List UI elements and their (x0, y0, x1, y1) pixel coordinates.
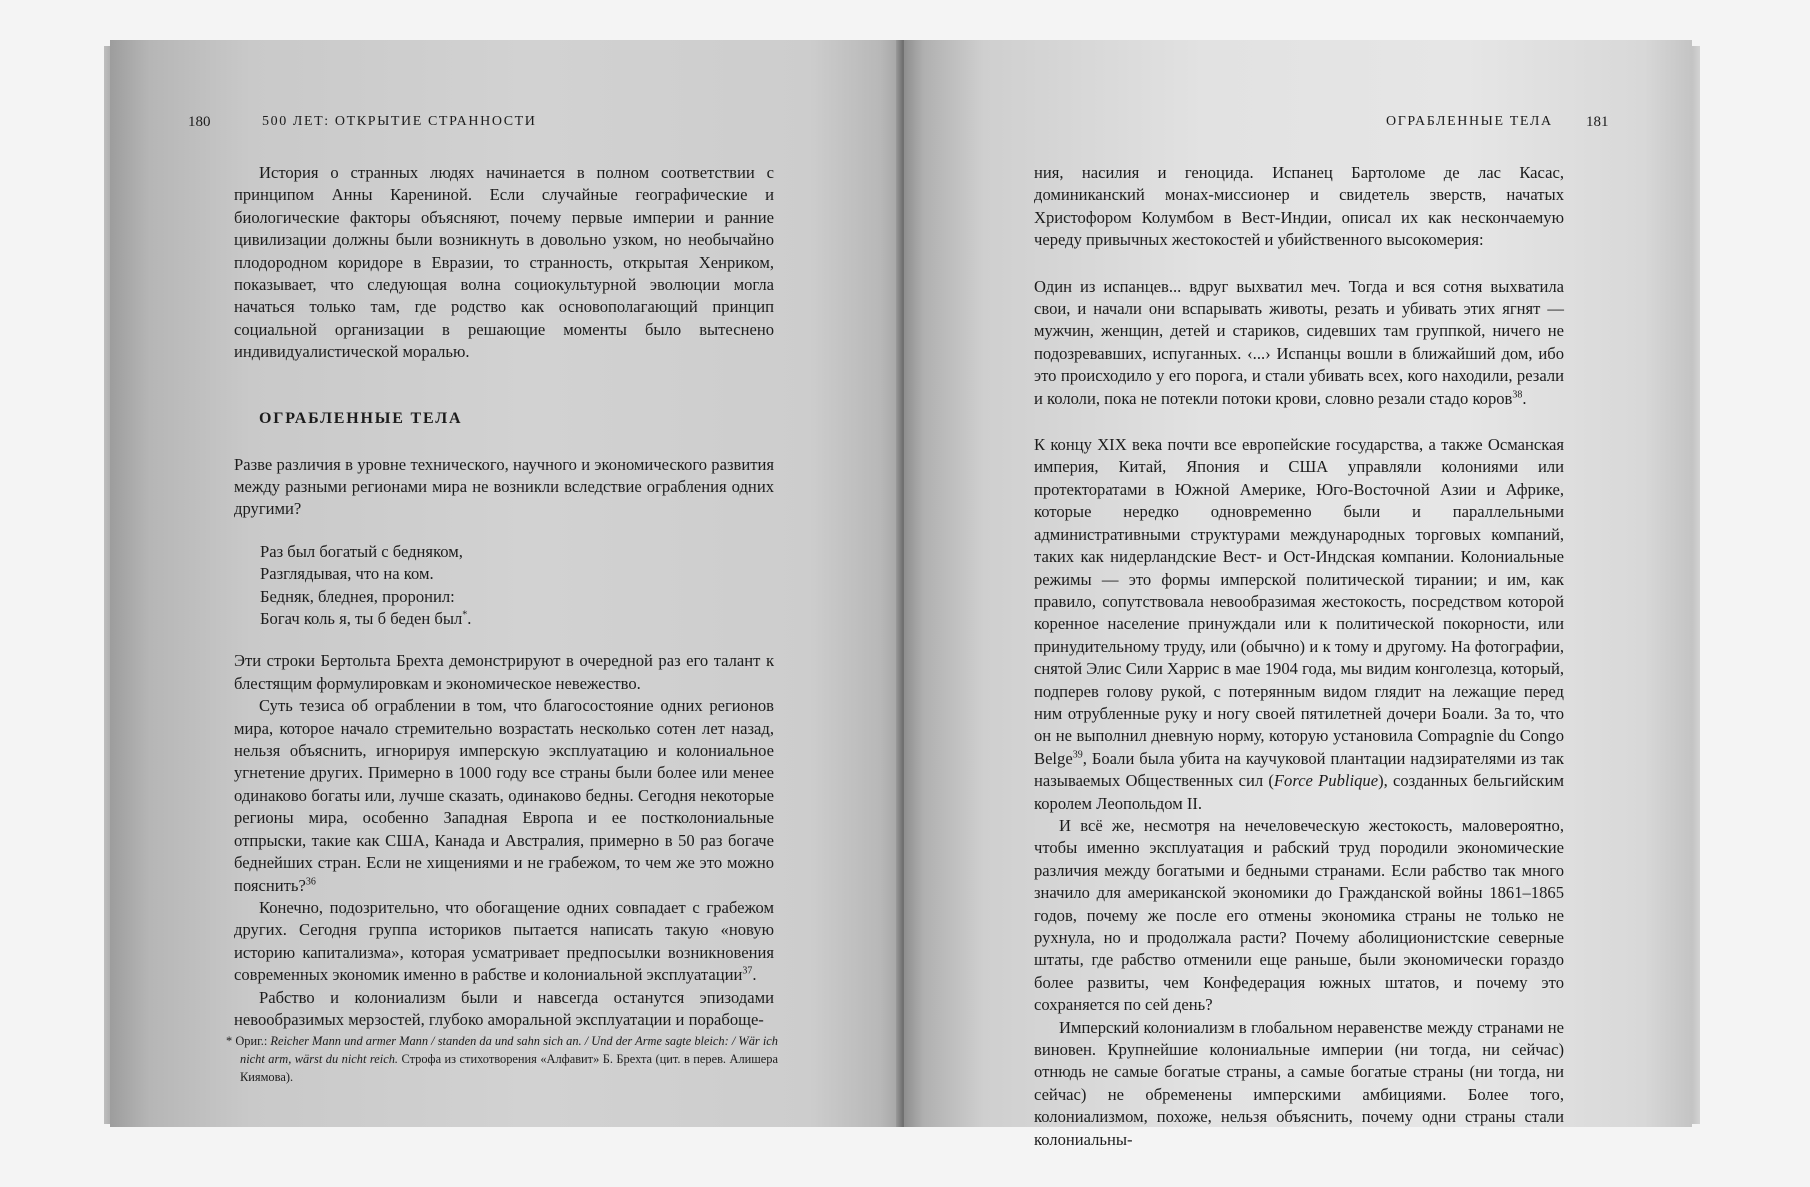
endnote-ref: 36 (305, 875, 316, 887)
paragraph: Конечно, подозрительно, что обогащение одних совпадает с грабежом других. Сегодня группа историков пытается написать такую «новую историю капитализма», которая усматривает предпосылки возникновения современных экономик именно в рабстве и колониальной эксплуатации$^{37}$. (234, 897, 774, 985)
paragraph: Разве различия в уровне технического, научного и экономического развития между разными регионами мира не возникли вследствие ограбления одних другими? (234, 454, 774, 519)
poem-line: Разглядывая, что на ком. (260, 564, 434, 584)
page-number-right: 181 (1586, 114, 1609, 130)
footnote (226, 1032, 779, 1086)
footnote-mark: * (226, 1034, 233, 1048)
paragraph: ния, насилия и геноцида. Испанец Бартоломе де лас Касас, доминиканский монах-миссионер и свидетель зверств, начатых Христофором Колумбом в Вест-Индии, описал их как нескончаемую череду привычных жестокостей и убийственного высокомерия: (1034, 163, 1564, 250)
paragraph: Эти строки Бертольта Брехта демонстрируют в очередной раз его талант к блестящим формулировкам и экономическое невежество. (234, 651, 774, 693)
italic-term: Force Publique (1273, 771, 1379, 791)
right-page (904, 40, 1692, 1149)
poem: Раз был богатый с бедняком, Разглядывая, что на ком. Бедняк, бледнея, проронил: Богач коль я, ты б беден был*. (260, 541, 774, 631)
left-page (110, 40, 902, 1127)
poem-line: Бедняк, бледнея, проронил: (260, 586, 455, 606)
left-body-text (234, 162, 774, 1031)
footnote-label: Ориг.: (235, 1034, 268, 1048)
paragraph: Имперский колониализм в глобальном неравенстве между странами не виновен. Крупнейшие колониальные империи (ни тогда, ни сейчас) отнюдь не самые богатые страны, а самые богатые страны (ни тогда, ни сейчас) не обременены имперскими амбициями. Более того, колониализмом, похоже, нельзя объяснить, почему одни страны стали колониальны- (1034, 1017, 1564, 1149)
running-head-right: ОГРАБЛЕННЫЕ ТЕЛА (1386, 114, 1553, 129)
page-number-left: 180 (188, 114, 211, 130)
endnote-ref: 38 (1512, 389, 1523, 401)
endnote-ref: 37 (742, 965, 753, 977)
right-body-text (1034, 162, 1564, 1151)
footnote-text: Строфа из стихотворения «Алфавит» Б. Брехта (цит. в перев. Алишера Киямова). (240, 1052, 779, 1084)
poem-line: Раз был богатый с бедняком, (260, 541, 463, 561)
paragraph: К концу XIX века почти все европейские государства, а также Османская империя, Китай, Япония и США управляли колониями или протекторатами в Южной Америке, Юго-Восточной Азии и Африке, которые нередко одновременно были и параллельными административными структурами международных торговых компаний, таких как нидерландские Вест- и Ост-Индская компании. Колониальные режимы — это формы имперской политической тирании; и им, как правило, сопутствовала невообразимая жестокость, посредством которой коренное население принуждали или к политической покорности, или принудительному труду, или (обычно) и к тому и другому. На фотографии, снятой Элис Сили Харрис в мае 1904 года, мы видим конголезца, который, подперев голову рукой, с потерянным видом глядит на лежащие перед ним отрубленные руку и ногу своей пятилетней дочери Боали. За то, что он не выполнил дневную норму, которую установила Compagnie du Congo Belge$^{39}$, Боали была убита на каучуковой плантации надзирателями из так называемых Общественных сил (Force Publique), созданных бельгийским королем Леопольдом II. (1034, 435, 1564, 813)
running-head-left: 500 ЛЕТ: ОТКРЫТИЕ СТРАННОСТИ (262, 114, 537, 129)
endnote-ref: 39 (1072, 749, 1083, 761)
paragraph: Рабство и колониализм были и навсегда останутся эпизодами невообразимых мерзостей, глубоко аморальной эксплуатации и порабоще- (234, 987, 774, 1029)
paragraph: И всё же, несмотря на нечеловеческую жестокость, маловероятно, чтобы именно эксплуатация и рабский труд породили экономические различия между богатыми и бедными странами. Если рабство так много значило для американской экономики до Гражданской войны 1861–1865 годов, почему же после его отмены экономика страны не только не рухнула, но и продолжала расти? Почему аболиционистские северные штаты, где рабство отменили еще раньше, были экономически гораздо более развиты, чем Конфедерация южных штатов, и почему это сохраняется по сей день? (1034, 815, 1564, 1015)
poem-line: Богач коль я, ты б беден был (260, 609, 463, 629)
paragraph: История о странных людях начинается в полном соответствии с принципом Анны Карениной. Если случайные географические и биологические факторы объясняют, почему первые империи и ранние цивилизации должны были возникнуть в довольно узком, но необычайно плодородном коридоре в Евразии, то странность, открытая Хенриком, показывает, что следующая волна социокультурной эволюции могла начаться только там, где родство как основополагающий принцип социальной организации в решающие моменты было вытеснено индивидуалистической моралью. (234, 163, 774, 362)
paragraph: Суть тезиса об ограблении в том, что благосостояние одних регионов мира, которое начало стремительно возрастать несколько сотен лет назад, нельзя объяснить, игнорируя имперскую эксплуатацию и колониальное угнетение других. Примерно в 1000 году все страны были более или менее одинаково богаты или, лучше сказать, одинаково бедны. Сегодня некоторые регионы мира, особенно Западная Европа и ее постколониальные отпрыски, такие как США, Канада и Австралия, примерно в 50 раз богаче беднейших стран. Если не хищениями и не грабежом, то чем же это можно пояснить?$^{36}$ (234, 696, 774, 895)
section-heading: ОГРАБЛЕННЫЕ ТЕЛА (259, 409, 463, 427)
block-quote: Один из испанцев... вдруг выхватил меч. Тогда и вся сотня выхватила свои, и начали они вспарывать животы, резать и убивать этих ягнят — мужчин, женщин, детей и стариков, сидевших там группкой, ничего не подозревавших, испуганных. ‹...› Испанцы вошли в ближайший дом, ибо это происходило у его порога, и стали убивать всех, кого находили, резали и кололи, пока не потекли потоки крови, словно резали стадо коров$^{38}$. (1034, 276, 1564, 408)
footnote-marker: * (462, 609, 468, 621)
footnote-original: Reicher Mann und armer Mann / standen da und sahn sich an. / Und der Arme sagte bleich: / Wär ich nicht arm, wärst du nicht reich. (240, 1034, 778, 1066)
